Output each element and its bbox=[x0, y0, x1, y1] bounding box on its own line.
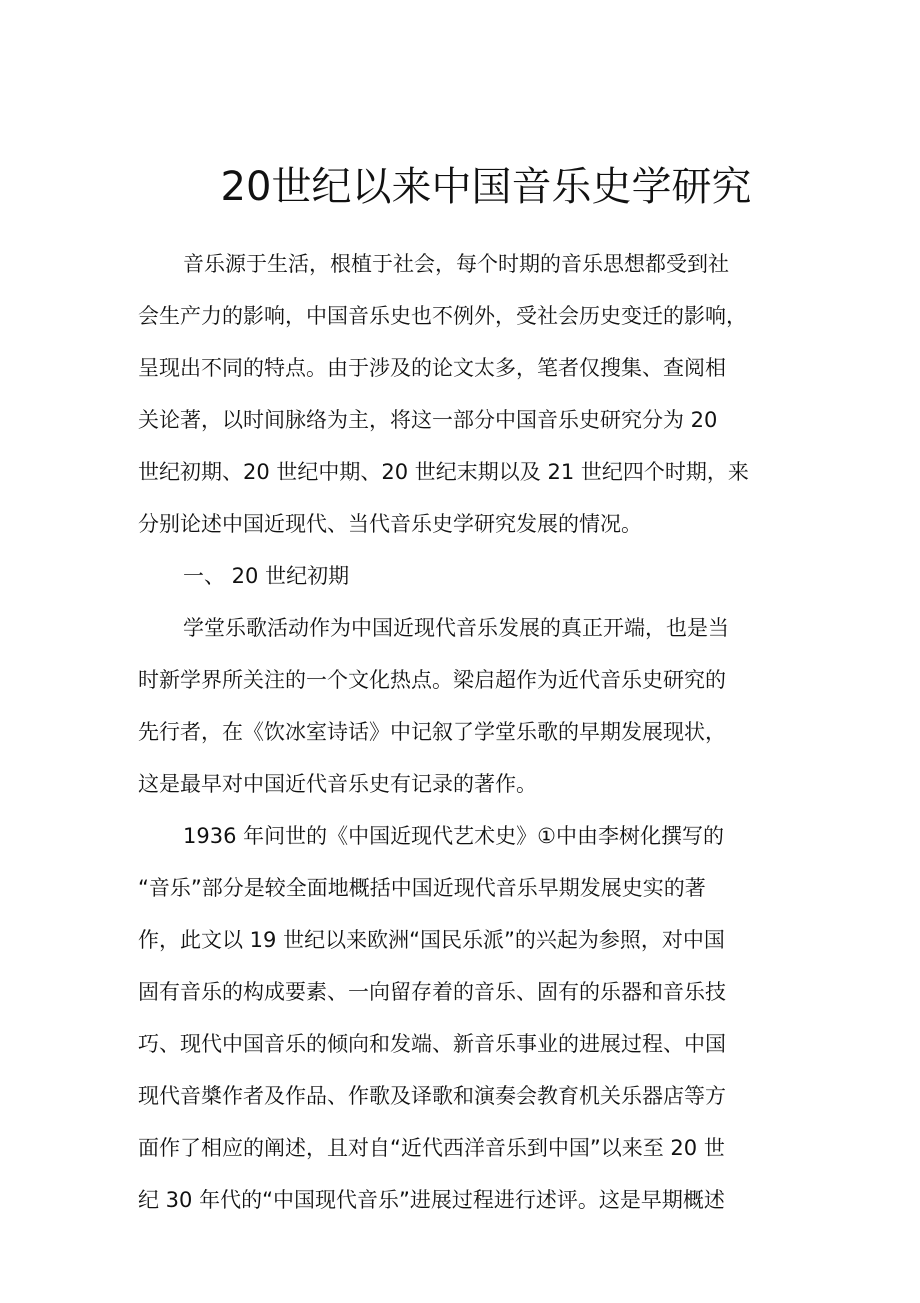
paragraph-3-line-5: 巧、现代中国音乐的倾向和发端、新音乐事业的进展过程、中国 bbox=[138, 1032, 726, 1056]
paragraph-2-line-1: 学堂乐歌活动作为中国近现代音乐发展的真正开端，也是当 bbox=[183, 616, 729, 640]
paragraph-2-line-2: 时新学界所关注的一个文化热点。梁启超作为近代音乐史研究的 bbox=[138, 668, 726, 692]
paragraph-3-line-2: “音乐”部分是较全面地概括中国近现代音乐早期发展史实的著 bbox=[138, 876, 706, 900]
paragraph-3-line-7: 面作了相应的阐述，且对自“近代西洋音乐到中国”以来至 20 世 bbox=[138, 1136, 725, 1160]
paragraph-1-line-1: 音乐源于生活，根植于社会，每个时期的音乐思想都受到社 bbox=[183, 252, 729, 276]
section-heading-1: 一、 20 世纪初期 bbox=[183, 564, 350, 588]
paragraph-1-line-6: 分别论述中国近现代、当代音乐史学研究发展的情况。 bbox=[138, 512, 642, 536]
paragraph-3-line-3: 作，此文以 19 世纪以来欧洲“国民乐派”的兴起为参照，对中国 bbox=[138, 928, 725, 952]
paragraph-1-line-4: 关论著，以时间脉络为主，将这一部分中国音乐史研究分为 20 bbox=[138, 408, 718, 432]
paragraph-2-line-4: 这是最早对中国近代音乐史有记录的著作。 bbox=[138, 772, 537, 796]
paragraph-3-line-8: 纪 30 年代的“中国现代音乐”进展过程进行述评。这是早期概述 bbox=[138, 1188, 725, 1212]
paragraph-1-line-2: 会生产力的影响，中国音乐史也不例外，受社会历史变迁的影响， bbox=[138, 304, 747, 328]
paragraph-3-line-6: 现代音槳作者及作品、作歌及译歌和演奏会教育机关乐器店等方 bbox=[138, 1084, 726, 1108]
paragraph-3-line-1: 1936 年问世的《中国近现代艺术史》①中由李树化撰写的 bbox=[183, 824, 724, 848]
document-body bbox=[138, 238, 749, 1226]
paragraph-2-line-3: 先行者，在《饮冰室诗话》中记叙了学堂乐歌的早期发展现状， bbox=[138, 720, 726, 744]
paragraph-3-line-4: 固有音乐的构成要素、一向留存着的音乐、固有的乐器和音乐技 bbox=[138, 980, 726, 1004]
paragraph-1-line-3: 呈现出不同的特点。由于涉及的论文太多，笔者仅搜集、查阅相 bbox=[138, 356, 726, 380]
document-title: 20世纪以来中国音乐史学研究 bbox=[220, 163, 752, 210]
paragraph-1-line-5: 世纪初期、20 世纪中期、20 世纪末期以及 21 世纪四个时期，来 bbox=[138, 460, 749, 484]
